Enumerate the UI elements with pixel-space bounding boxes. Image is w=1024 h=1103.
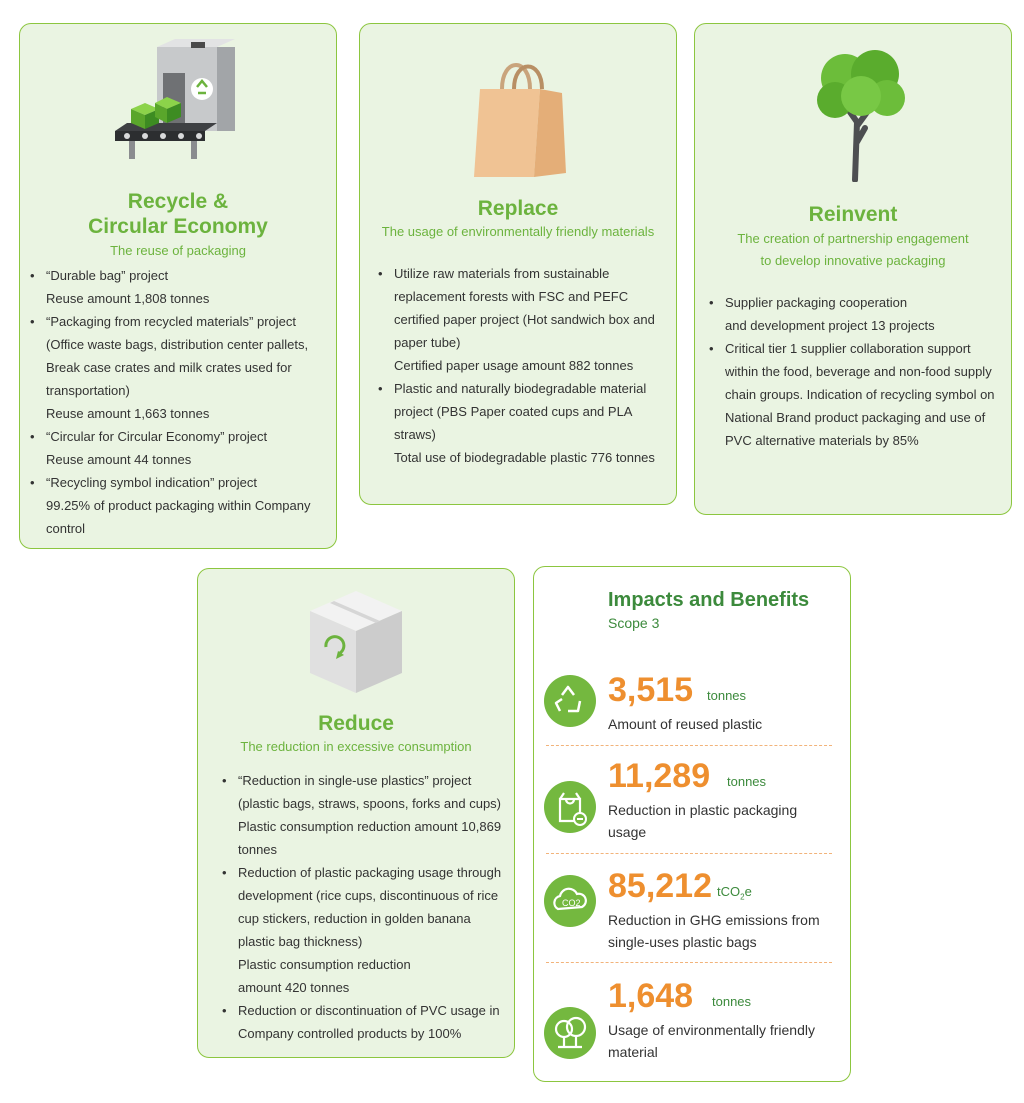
stat-value: 1,648: [608, 977, 694, 1015]
plastic-bag-icon: [544, 781, 596, 833]
replace-item-biodegradable: • Plastic and naturally biodegradable material project (PBS Paper coated cups and PLA straws) Total use of biodegradable plastic 776 tonnes: [378, 377, 668, 469]
reduce-item-packaging-development: • Reduction of plastic packaging usage through development (rice cups, discontinuous of rice cup stickers, reduction in golden banana plastic bag thickness) Plastic consumption reduction amount 420 tonnes: [222, 861, 510, 999]
reinvent-subtitle-line2: to develop innovative packaging: [760, 253, 946, 268]
recycle-item-recycled-materials: • “Packaging from recycled materials” project (Office waste bags, distribution center pallets, Break case crates and milk crates used for transportation) Reuse amount 1,663 tonnes: [30, 310, 330, 425]
stat-unit: tonnes: [727, 774, 767, 789]
recycle-item-durable-bag: • “Durable bag” project Reuse amount 1,808 tonnes: [30, 264, 330, 310]
impacts-scope: Scope 3: [608, 615, 660, 631]
reinvent-card: [694, 23, 1012, 515]
recycle-title-line2: Circular Economy: [88, 215, 268, 238]
reduce-item-pvc: • Reduction or discontinuation of PVC usage in Company controlled products by 100%: [222, 999, 510, 1045]
tree-icon: [805, 42, 915, 182]
recycle-item-recycling-symbol: • “Recycling symbol indication” project 99.25% of product packaging within Company control: [30, 471, 330, 540]
stat-divider: [546, 745, 832, 746]
reinvent-list: [709, 291, 1005, 452]
replace-title: Replace: [477, 197, 559, 220]
reinvent-title: Reinvent: [808, 203, 898, 226]
reduce-card: [197, 568, 515, 1058]
recycle-item-circular-economy: • “Circular for Circular Economy” project Reuse amount 44 tonnes: [30, 425, 330, 471]
reduce-list: [222, 769, 510, 1045]
stat-unit: tCO$_2$e: [717, 884, 752, 902]
stat-label: Usage of environmentally friendly material: [608, 1022, 815, 1060]
recycle-card: [19, 23, 337, 549]
stat-divider: [546, 853, 832, 854]
impacts-title: Impacts and Benefits: [608, 589, 810, 611]
reduce-item-single-use-plastics: • “Reduction in single-use plastics” project (plastic bags, straws, spoons, forks and cups) Plastic consumption reduction amount 10,869 tonnes: [222, 769, 510, 861]
stat-label: Reduction in GHG emissions from single-uses plastic bags: [608, 912, 820, 950]
recycle-title-line1: Recycle &: [127, 190, 229, 213]
trees-icon: [544, 1007, 596, 1059]
reduce-subtitle: The reduction in excessive consumption: [240, 739, 472, 754]
reinvent-item-supplier-cooperation: • Supplier packaging cooperation and development project 13 projects: [709, 291, 1005, 337]
stat-label: Reduction in plastic packaging usage: [608, 802, 798, 840]
recycle-icon: [544, 675, 596, 727]
stat-value: 3,515: [608, 671, 694, 709]
box-icon: [304, 583, 408, 695]
replace-subtitle: The usage of environmentally friendly materials: [381, 224, 655, 239]
recycle-subtitle: The reuse of packaging: [110, 243, 246, 258]
stat-divider: [546, 962, 832, 963]
reinvent-item-tier1-collaboration: • Critical tier 1 supplier collaboration support within the food, beverage and non-food supply chain groups. Indication of recycling symbol on National Brand product packaging and use of PVC alternative materials by 85%: [709, 337, 1005, 452]
stat-value: 11,289: [608, 757, 711, 795]
reinvent-subtitle-line1: The creation of partnership engagement: [737, 231, 969, 246]
recycling-machine-icon: [105, 39, 245, 164]
stat-unit: tonnes: [707, 688, 747, 703]
co2-cloud-icon: [544, 875, 596, 927]
impacts-card: [533, 566, 851, 1082]
recycle-list: [30, 264, 330, 540]
svg-text:CO2: CO2: [562, 898, 581, 908]
replace-card: [359, 23, 677, 505]
reduce-title: Reduce: [318, 712, 394, 735]
stat-label: Amount of reused plastic: [608, 716, 763, 732]
replace-list: [378, 262, 668, 469]
stat-value: 85,212: [608, 867, 712, 905]
replace-item-fsc-paper: • Utilize raw materials from sustainable replacement forests with FSC and PEFC certified paper project (Hot sandwich box and paper tube) Certified paper usage amount 882 tonnes: [378, 262, 668, 377]
stat-unit: tonnes: [712, 994, 752, 1009]
paper-bag-icon: [472, 49, 568, 179]
